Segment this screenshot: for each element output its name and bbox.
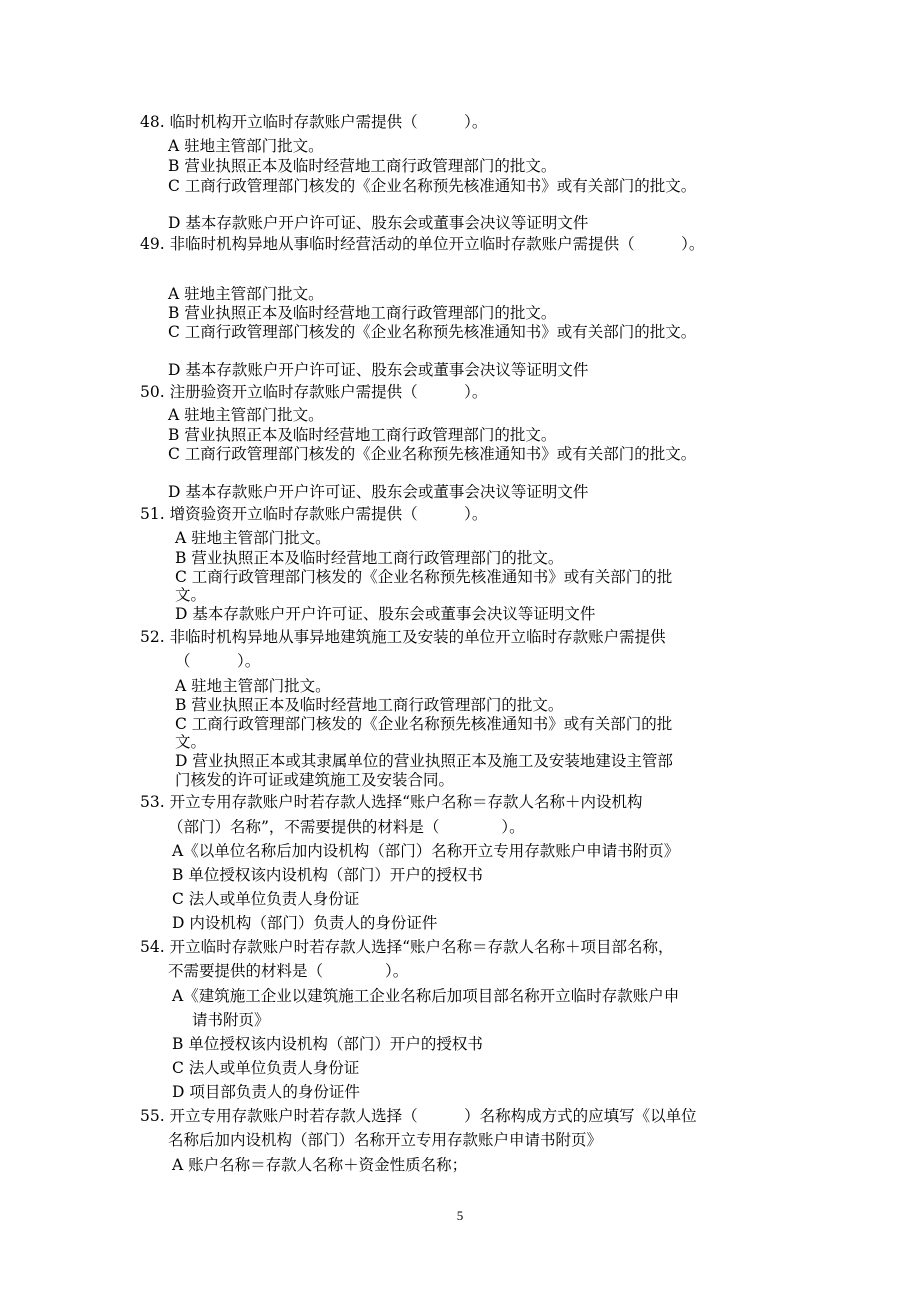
question-49-option-c: C 工商行政管理部门核发的《企业名称预先核准通知书》或有关部门的批文。 <box>168 323 697 341</box>
page-number: 5 <box>456 1208 464 1223</box>
question-53-option-c: C 法人或单位负责人身份证 <box>172 890 360 908</box>
question-52-option-c-cont: 文。 <box>175 733 207 751</box>
question-48-option-b: B 营业执照正本及临时经营地工商行政管理部门的批文。 <box>168 157 557 175</box>
question-52-option-d-cont: 门核发的许可证或建筑施工及安装合同。 <box>175 771 455 789</box>
question-55-stem: 55. 开立专用存款账户时若存款人选择（ ）名称构成方式的应填写《以单位 <box>140 1107 697 1125</box>
question-52-option-c: C 工商行政管理部门核发的《企业名称预先核准通知书》或有关部门的批 <box>175 715 673 733</box>
question-51-option-b: B 营业执照正本及临时经营地工商行政管理部门的批文。 <box>175 549 564 567</box>
question-50-option-a: A 驻地主管部门批文。 <box>168 406 324 424</box>
question-49-stem: 49. 非临时机构异地从事临时经营活动的单位开立临时存款账户需提供（ ）。 <box>140 235 705 253</box>
question-54-option-b: B 单位授权该内设机构（部门）开户的授权书 <box>172 1035 483 1053</box>
question-52-option-b: B 营业执照正本及临时经营地工商行政管理部门的批文。 <box>175 696 564 714</box>
question-55-stem-cont: 名称后加内设机构（部门）名称开立专用存款账户申请书附页》 <box>168 1131 603 1149</box>
question-52-stem: 52. 非临时机构异地从事异地建筑施工及安装的单位开立临时存款账户需提供 <box>140 628 666 646</box>
question-49-option-b: B 营业执照正本及临时经营地工商行政管理部门的批文。 <box>168 304 557 322</box>
question-51-option-d: D 基本存款账户开户许可证、股东会或董事会决议等证明文件 <box>175 605 596 623</box>
question-50-option-d: D 基本存款账户开户许可证、股东会或董事会决议等证明文件 <box>168 483 589 501</box>
question-55-option-a: A 账户名称＝存款人名称＋资金性质名称； <box>172 1156 468 1174</box>
question-53-option-a: A《以单位名称后加内设机构（部门）名称开立专用存款账户申请书附页》 <box>172 842 680 860</box>
question-52-stem-cont: （ ）。 <box>175 652 261 670</box>
question-54-option-a: A《建筑施工企业以建筑施工企业名称后加项目部名称开立临时存款账户申 <box>172 987 680 1005</box>
question-53-option-d: D 内设机构（部门）负责人的身份证件 <box>172 914 438 932</box>
question-51-option-c-cont: 文。 <box>175 586 207 604</box>
question-48-option-d: D 基本存款账户开户许可证、股东会或董事会决议等证明文件 <box>168 214 589 232</box>
question-51-option-a: A 驻地主管部门批文。 <box>175 529 331 547</box>
question-50-option-b: B 营业执照正本及临时经营地工商行政管理部门的批文。 <box>168 426 557 444</box>
question-50-stem: 50. 注册验资开立临时存款账户需提供（ ）。 <box>140 383 488 401</box>
question-49-option-a: A 驻地主管部门批文。 <box>168 285 324 303</box>
question-51-stem: 51. 增资验资开立临时存款账户需提供（ ）。 <box>140 505 488 523</box>
question-48-stem: 48. 临时机构开立临时存款账户需提供（ ）。 <box>140 113 488 131</box>
question-54-option-d: D 项目部负责人的身份证件 <box>172 1083 360 1101</box>
question-54-stem: 54. 开立临时存款账户时若存款人选择“账户名称＝存款人名称＋项目部名称， <box>140 938 674 956</box>
question-52-option-d: D 营业执照正本或其隶属单位的营业执照正本及施工及安装地建设主管部 <box>175 752 673 770</box>
question-54-option-a-cont: 请书附页》 <box>192 1011 270 1029</box>
question-50-option-c: C 工商行政管理部门核发的《企业名称预先核准通知书》或有关部门的批文。 <box>168 445 697 463</box>
question-49-option-d: D 基本存款账户开户许可证、股东会或董事会决议等证明文件 <box>168 361 589 379</box>
question-53-option-b: B 单位授权该内设机构（部门）开户的授权书 <box>172 866 483 884</box>
question-48-option-c: C 工商行政管理部门核发的《企业名称预先核准通知书》或有关部门的批文。 <box>168 177 697 195</box>
question-54-option-c: C 法人或单位负责人身份证 <box>172 1059 360 1077</box>
question-48-option-a: A 驻地主管部门批文。 <box>168 137 324 155</box>
question-52-option-a: A 驻地主管部门批文。 <box>175 677 331 695</box>
question-53-stem: 53. 开立专用存款账户时若存款人选择“账户名称＝存款人名称＋内设机构 <box>140 793 643 811</box>
question-53-stem-cont: （部门）名称”，不需要提供的材料是（ ）。 <box>168 818 525 836</box>
question-54-stem-cont: 不需要提供的材料是（ ）。 <box>168 962 409 980</box>
question-51-option-c: C 工商行政管理部门核发的《企业名称预先核准通知书》或有关部门的批 <box>175 568 673 586</box>
